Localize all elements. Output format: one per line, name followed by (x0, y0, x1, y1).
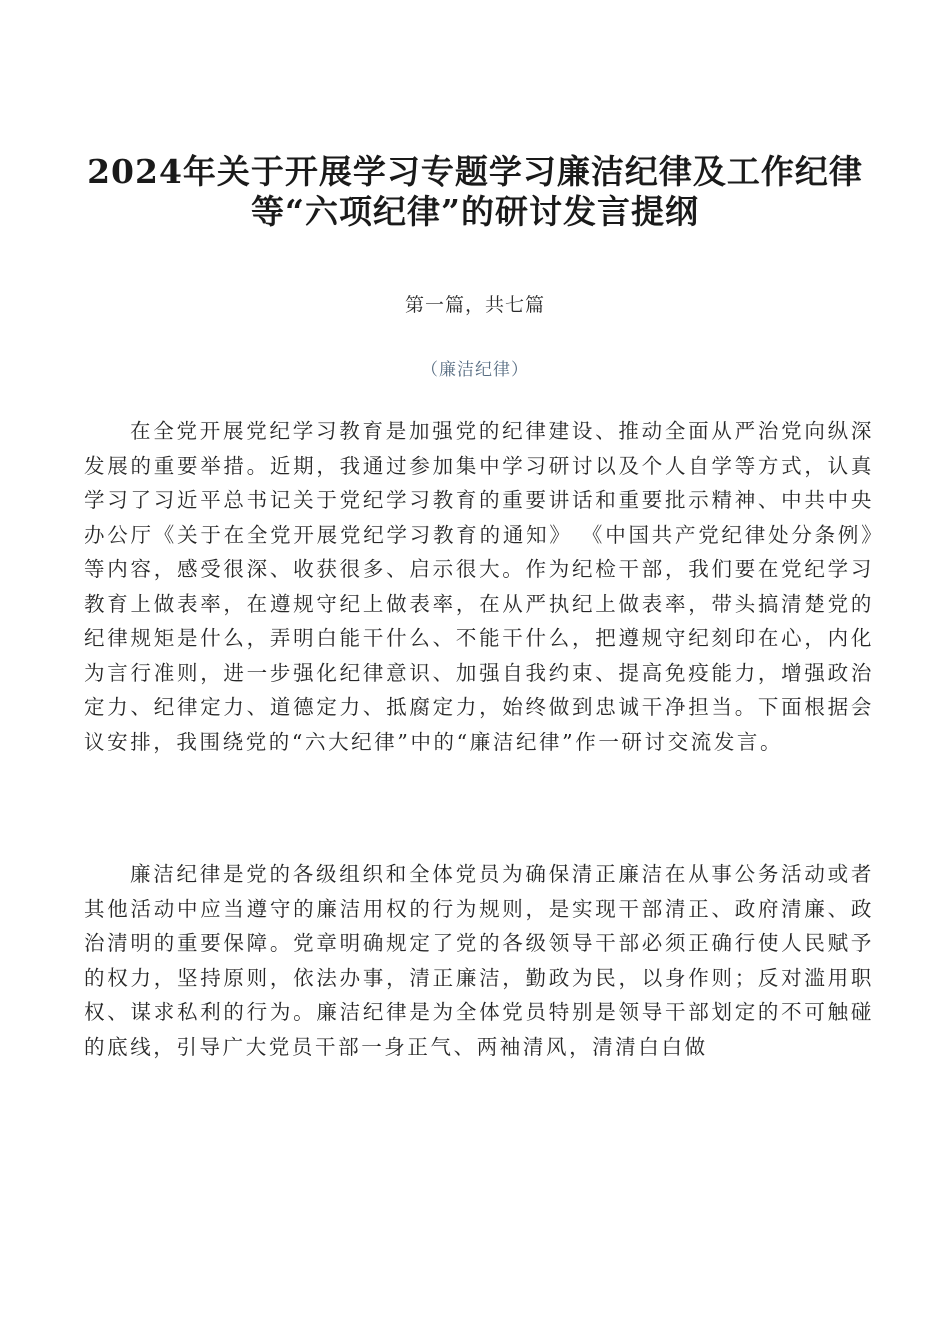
topic-label: （廉洁纪律） (421, 360, 529, 380)
title-line-2: 等“六项纪律”的研讨发言提纲 (251, 192, 699, 232)
part-label: 第一篇，共七篇 (404, 294, 545, 316)
body-paragraph-1: 在全党开展党纪学习教育是加强党的纪律建设、推动全面从严治党向纵深发展的重要举措。近期，我通过参加集中学习研讨以及个人自学等方式，认真学习了习近平总书记关于党纪学习教育的重要讲话和重要批示精神、中共中央办公厅《关于在全党开展党纪学习教育的通知》 《中国共产党纪律处分条例》等内容，感受很深、收获很多、启示很大。作为纪检干部，我们要在党纪学习教育上做表率，在遵规守纪上做表率，在从严执纪上做表率，带头搞清楚党的纪律规矩是什么，弄明白能干什么、不能干什么，把遵规守纪刻印在心，内化为言行准则，进一步强化纪律意识、加强自我约束、提高免疫能力，增强政治定力、纪律定力、道德定力、抵腐定力，始终做到忠诚干净担当。下面根据会议安排，我围绕党的“六大纪律”中的“廉洁纪律”作一研讨交流发言。 (84, 419, 874, 754)
title-line-1: 2024年关于开展学习专题学习廉洁纪律及工作纪律 (87, 152, 863, 192)
body-paragraph-2: 廉洁纪律是党的各级组织和全体党员为确保清正廉洁在从事公务活动或者其他活动中应当遵守的廉洁用权的行为规则，是实现干部清正、政府清廉、政治清明的重要保障。党章明确规定了党的各级领导干部必须正确行使人民赋予的权力，坚持原则，依法办事，清正廉洁，勤政为民，以身作则；反对滥用职权、谋求私利的行为。廉洁纪律是为全体党员特别是领导干部划定的不可触碰的底线，引导广大党员干部一身正气、两袖清风，清清白白做 (84, 862, 874, 1059)
document-title (60, 152, 890, 232)
